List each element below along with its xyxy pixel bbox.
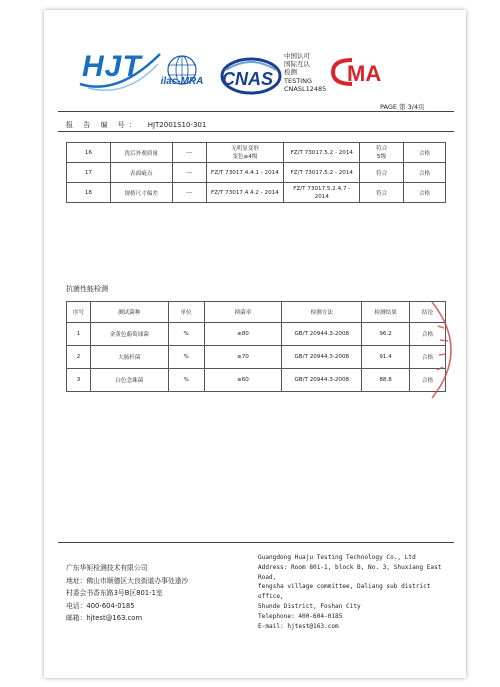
accreditation-line: 中国认可 [284, 52, 310, 60]
cell-requirement: ≥60 [204, 369, 282, 392]
cell-item: 规格尺寸偏差 [110, 183, 172, 203]
cell-result: 符合 [360, 183, 404, 203]
footer-chinese [66, 562, 241, 625]
cell-unit: % [168, 369, 204, 392]
cell-item: 金黄色葡萄球菌 [90, 323, 168, 346]
cell-verdict: 合格 [410, 346, 446, 369]
cell-requirement: 无明显变形 变色≥4级 [206, 143, 284, 163]
footer-email: E-mail: hjtest@163.com [258, 622, 339, 630]
table-row [67, 163, 446, 183]
cell-result: 88.8 [362, 369, 410, 392]
accreditation-line: TESTING [284, 76, 312, 85]
cell-unit: --- [172, 163, 206, 183]
cell-verdict: 合格 [410, 369, 446, 392]
cell-unit: --- [172, 183, 206, 203]
footer-address: 村委会书香东路3号B区801-1室 [66, 589, 163, 598]
cell-result: 91.4 [362, 346, 410, 369]
accreditation-line: CNASL12485 [284, 84, 327, 93]
cell-requirement: ≥70 [204, 346, 282, 369]
cell-item: 表面疵点 [110, 163, 172, 183]
cell-verdict: 合格 [404, 183, 446, 203]
ilac-globe-icon [162, 54, 202, 94]
column-header: 结论 [410, 302, 446, 323]
cell-method: GB/T 20944.3-2008 [282, 346, 362, 369]
footer-phone: 电话：400-604-0185 [66, 601, 135, 610]
cell-no: 16 [67, 143, 111, 163]
cell-method: FZ/T 73017.5.2 - 2014 [284, 163, 360, 183]
cell-verdict: 合格 [404, 163, 446, 183]
antibacterial-table [66, 301, 446, 392]
cell-no: 18 [67, 183, 111, 203]
cell-unit: --- [172, 143, 206, 163]
cell-no: 3 [67, 369, 91, 392]
page-number: PAGE 第 3/4页 [380, 103, 425, 111]
report-page [44, 10, 466, 678]
table-row [67, 346, 446, 369]
cell-no: 17 [67, 163, 111, 183]
footer-address: 地址：佛山市顺德区大良街道办事处逢沙 [66, 576, 189, 585]
footer-address: Address: Room 801-1, block B, No. 3, Shuxiang East Road, [258, 563, 442, 581]
cell-result: 符合 5级 [360, 143, 404, 163]
report-number-label: 报 告 编 号： [66, 121, 140, 129]
cell-requirement: FZ/T 73017.4.4.2 - 2014 [206, 183, 284, 203]
cell-no: 2 [67, 346, 91, 369]
report-number: HJT2001S10-301 [147, 121, 207, 129]
report-number-row [66, 120, 206, 130]
cell-result: 符合 [360, 163, 404, 183]
column-header: 序号 [67, 302, 91, 323]
column-header: 单位 [168, 302, 204, 323]
cell-requirement: FZ/T 73017.4.4.1 - 2014 [206, 163, 284, 183]
footer-company: Guangdong Huaju Testing Technology Co., Ltd [258, 554, 416, 561]
hjt-logo [78, 44, 158, 92]
footer-phone: Telephone: 400-604-0185 [258, 612, 343, 620]
cell-item: 大肠杆菌 [90, 346, 168, 369]
table-row [67, 143, 446, 163]
table-row [67, 369, 446, 392]
ilac-logo-text: ilac-MRA [160, 76, 204, 87]
column-header: 检测结果 [362, 302, 410, 323]
header-rule [58, 111, 454, 112]
results-table-continued [66, 142, 446, 203]
cell-item: 洗后外观质量 [110, 143, 172, 163]
column-header: 检测方法 [282, 302, 362, 323]
cell-method: FZ/T 73017.5.2 - 2014 [284, 143, 360, 163]
cell-method: GB/T 20944.3-2008 [282, 369, 362, 392]
footer-email: 邮箱：hjtest@163.com [66, 614, 143, 623]
footer-address: Shunde District, Foshan City [258, 602, 361, 610]
column-header: 抑菌率 [204, 302, 282, 323]
cell-no: 1 [67, 323, 91, 346]
table-row [67, 183, 446, 203]
footer-english [258, 553, 458, 631]
accreditation-text [284, 52, 326, 93]
footer-rule [58, 542, 454, 543]
table-header-row [67, 302, 446, 323]
cell-item: 白色念珠菌 [90, 369, 168, 392]
cell-verdict: 合格 [404, 143, 446, 163]
cnas-logo-text: CNAS [222, 69, 274, 89]
table-row [67, 323, 446, 346]
cma-logo-text: MA [347, 61, 382, 86]
hjt-logo-text: HJT [82, 50, 142, 83]
column-header: 测试菌种 [90, 302, 168, 323]
accreditation-line: 检测 [284, 68, 297, 77]
cell-requirement: ≥80 [204, 323, 282, 346]
accreditation-line: 国际互认 [284, 60, 310, 69]
footer-company: 广东华矩检测技术有限公司 [66, 564, 148, 572]
cell-verdict: 合格 [410, 323, 446, 346]
report-rule [58, 131, 454, 132]
cma-logo-icon [330, 57, 402, 87]
cell-result: 96.2 [362, 323, 410, 346]
cell-unit: % [168, 323, 204, 346]
section-title: 抗菌性能检测 [66, 285, 108, 293]
footer-address: fengsha village committee, Daliang sub district office, [258, 583, 431, 601]
cell-method: FZ/T 73017.5.2.4.7 - 2014 [284, 183, 360, 203]
cell-method: GB/T 20944.3-2008 [282, 323, 362, 346]
cell-unit: % [168, 346, 204, 369]
company-seal-icon [430, 300, 466, 400]
